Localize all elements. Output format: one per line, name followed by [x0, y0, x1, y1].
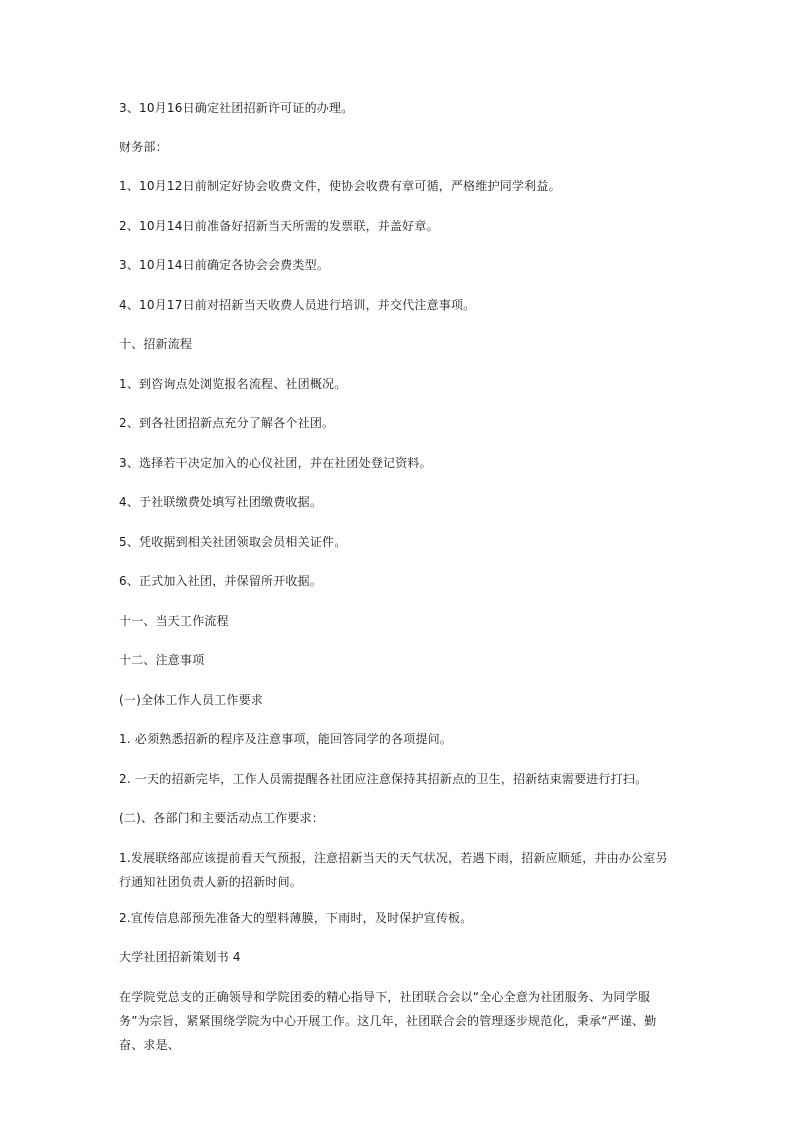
paragraph-line: 6、正式加入社团，并保留所开收据。 — [119, 574, 323, 588]
section-heading: 十二、注意事项 — [119, 653, 205, 667]
section-heading: 十、招新流程 — [119, 337, 193, 351]
subsection-heading: (一)全体工作人员工作要求 — [119, 693, 263, 707]
section-heading: 财务部： — [119, 140, 168, 154]
paragraph-line: 2、10月14日前准备好招新当天所需的发票联，并盖好章。 — [119, 219, 439, 233]
paragraph-line: 4、于社联缴费处填写社团缴费收据。 — [119, 495, 323, 509]
paragraph-line: 5、凭收据到相关社团领取会员相关证件。 — [119, 535, 347, 549]
paragraph-block: 在学院党总支的正确领导和学院团委的精心指导下，社团联合会以“全心全意为社团服务、为同学服务”为宗旨，紧紧围绕学院为中心开展工作。这几年，社团联合会的管理逐步规范化，秉承“严谨、勤奋、求是、 — [119, 990, 657, 1052]
paragraph-line: 3、选择若干决定加入的心仪社团，并在社团处登记资料。 — [119, 456, 432, 470]
paragraph-line: 2、到各社团招新点充分了解各个社团。 — [119, 416, 335, 430]
paragraph-line: 1、到咨询点处浏览报名流程、社团概况。 — [119, 377, 347, 391]
paragraph-line: 1. 必须熟悉招新的程序及注意事项，能回答同学的各项提问。 — [119, 732, 453, 746]
paragraph-block: 1.发展联络部应该提前看天气预报，注意招新当天的天气状况，若遇下雨，招新应顺延，并由办公室另行通知社团负责人新的招新时间。 — [119, 851, 668, 889]
document-title: 大学社团招新策划书 4 — [119, 950, 241, 964]
paragraph-line: 1、10月12日前制定好协会收费文件，使协会收费有章可循，严格维护同学利益。 — [119, 179, 561, 193]
subsection-heading: (二)、各部门和主要活动点工作要求： — [119, 811, 324, 825]
paragraph-line: 2.宣传信息部预先准备大的塑料薄膜，下雨时，及时保护宣传板。 — [119, 911, 473, 925]
paragraph-line: 3、10月16日确定社团招新许可证的办理。 — [119, 101, 354, 115]
paragraph-line: 4、10月17日前对招新当天收费人员进行培训，并交代注意事项。 — [119, 298, 476, 312]
paragraph-line: 3、10月14日前确定各协会会费类型。 — [119, 258, 329, 272]
section-heading: 十一、当天工作流程 — [119, 614, 229, 628]
paragraph-line: 2. 一天的招新完毕，工作人员需提醒各社团应注意保持其招新点的卫生，招新结束需要进行打扫。 — [119, 772, 648, 786]
